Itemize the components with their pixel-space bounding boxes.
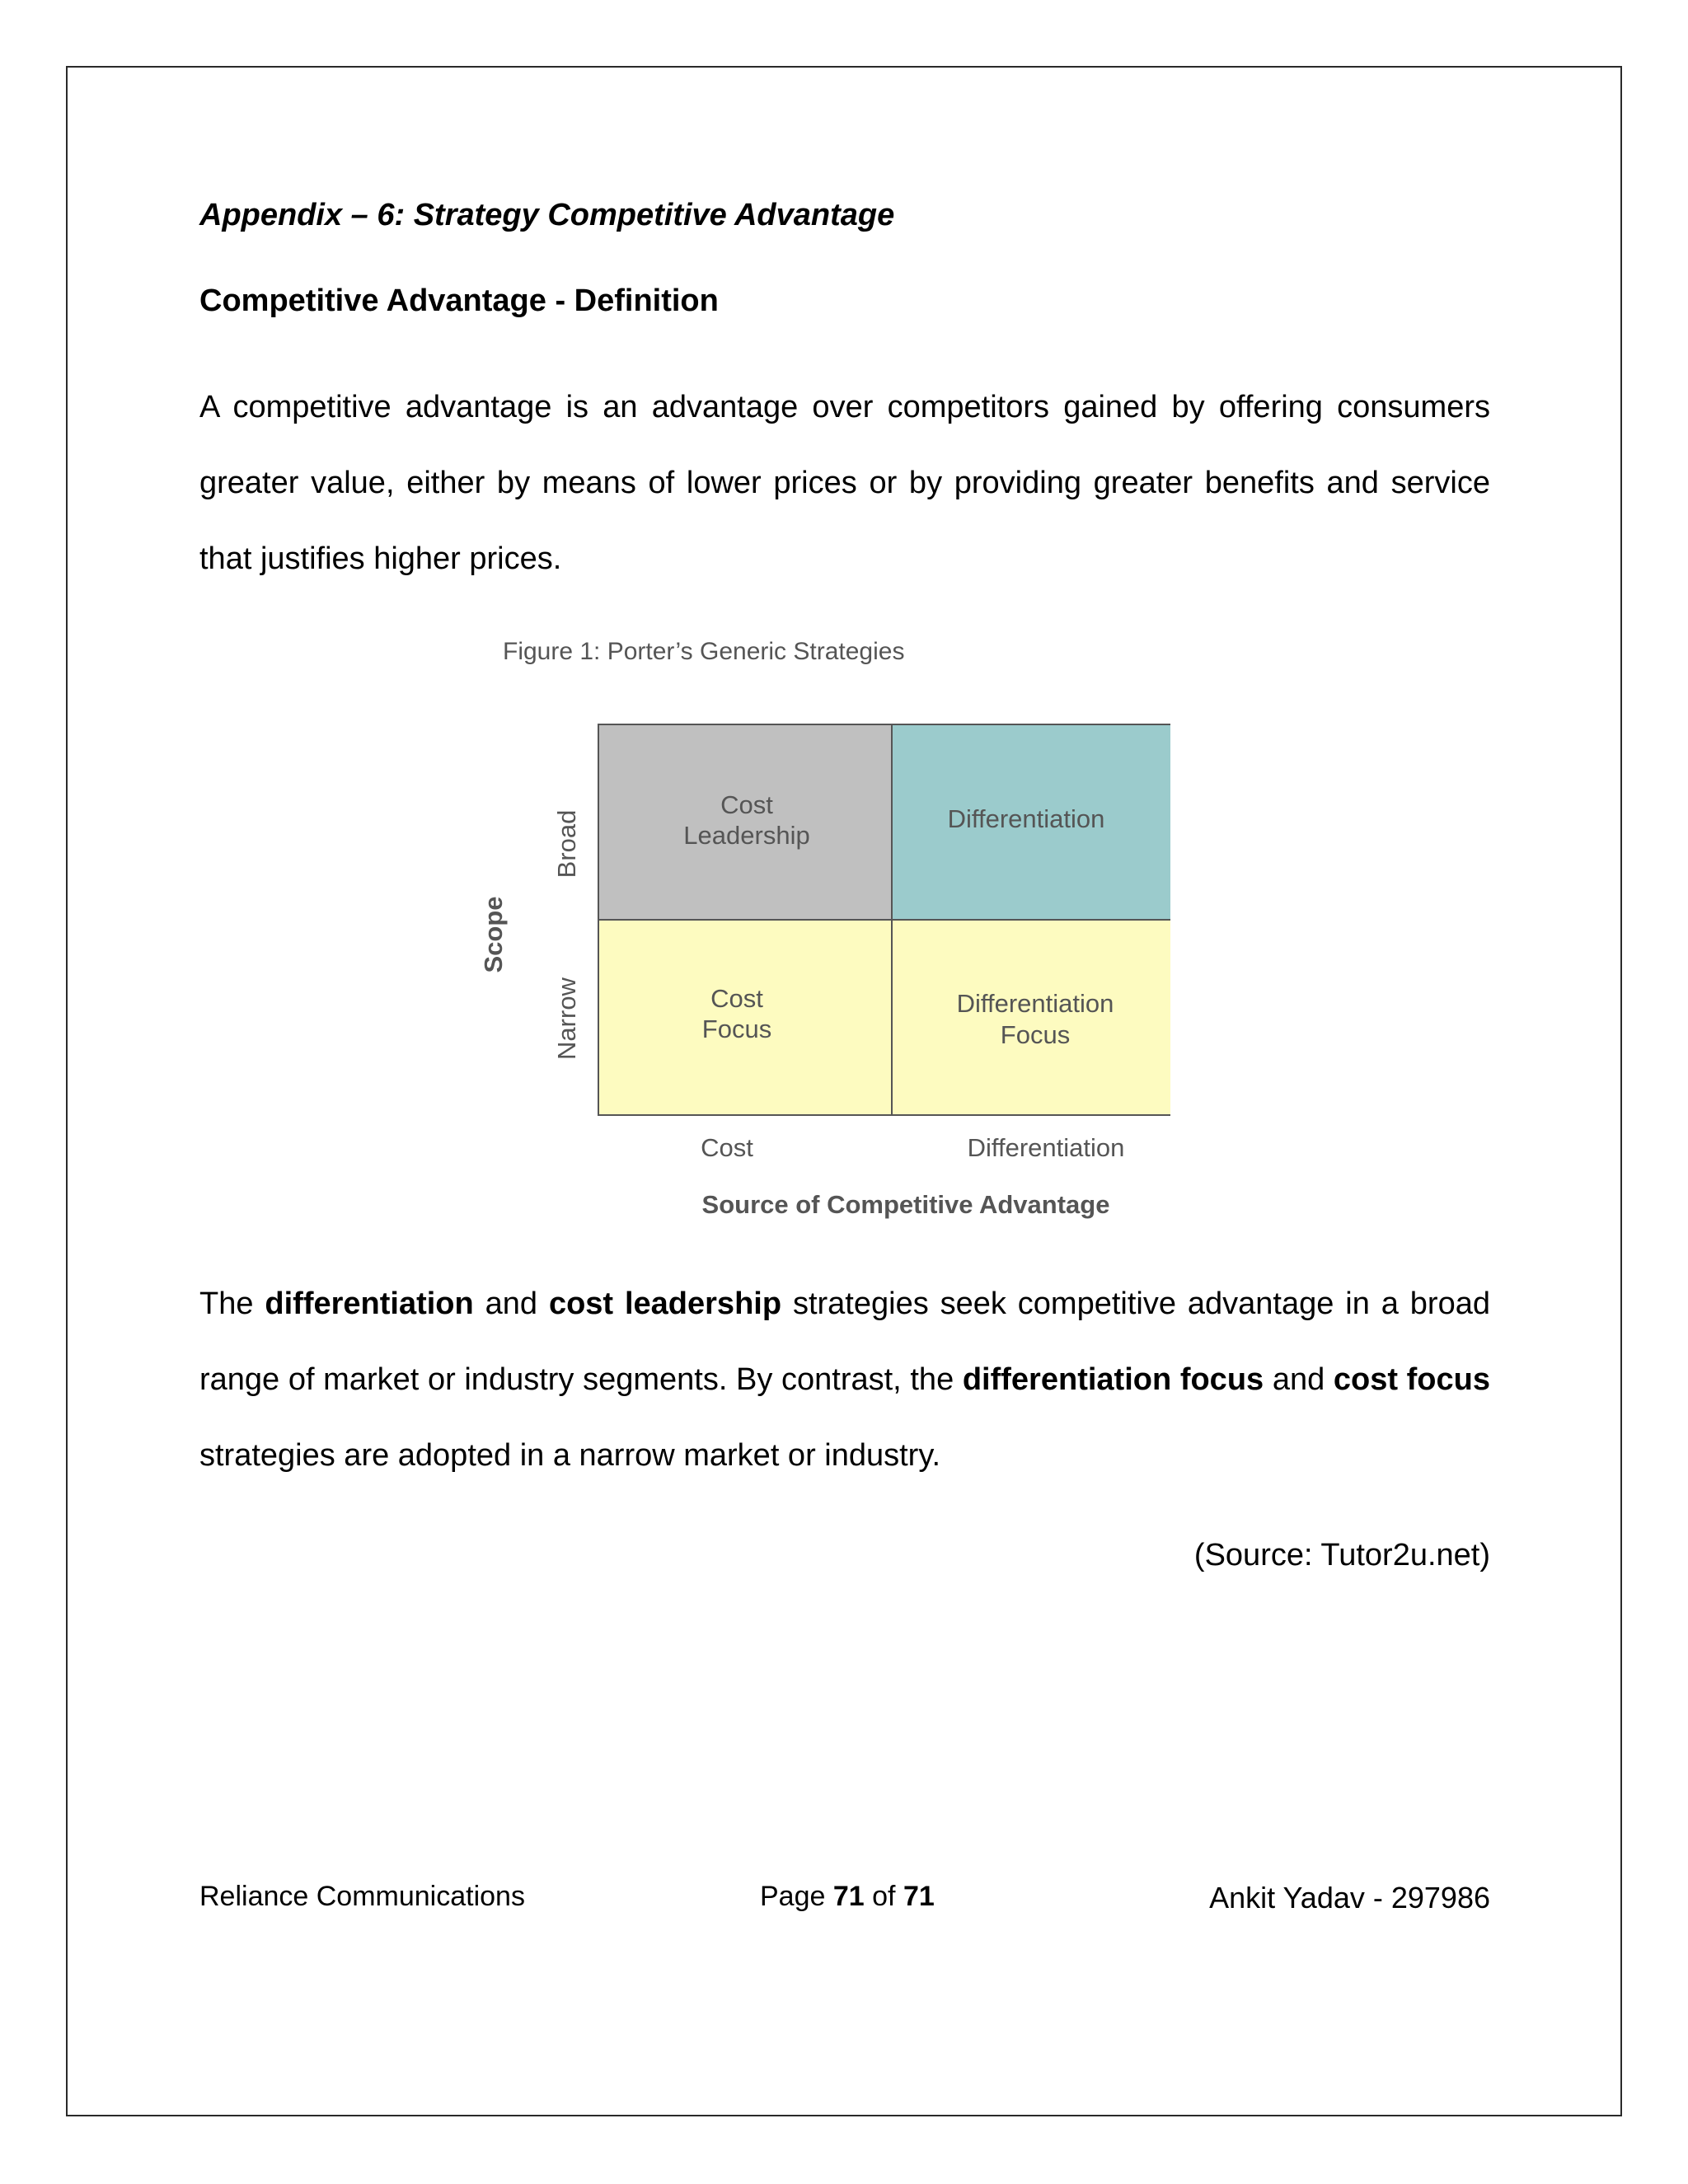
footer-page-number bbox=[760, 1881, 935, 1913]
cell-cost-focus-line1: Cost bbox=[710, 984, 763, 1013]
para2-bold-cost-leadership: cost leadership bbox=[548, 1286, 782, 1321]
footer-company: Reliance Communications bbox=[199, 1881, 525, 1912]
section-heading: Competitive Advantage - Definition bbox=[199, 284, 719, 318]
cell-cost-leadership-line2: Leadership bbox=[683, 821, 810, 850]
cell-cost-leadership-line1: Cost bbox=[720, 790, 773, 819]
para2-text-4: and bbox=[1264, 1362, 1334, 1397]
footer-page-of: of bbox=[864, 1881, 903, 1912]
appendix-title: Appendix – 6: Strategy Competitive Advantage bbox=[199, 198, 895, 232]
para2-text-2: and bbox=[473, 1286, 549, 1321]
para2-text-3: strategies seek competitive advantage in a broad range of market or industry segments. By contrast, the bbox=[199, 1286, 1490, 1397]
source-axis-label: Source of Competitive Advantage bbox=[701, 1190, 1110, 1219]
row-label-broad: Broad bbox=[552, 809, 581, 879]
para2-text-5: strategies are adopted in a narrow market or industry. bbox=[199, 1438, 941, 1473]
col-label-differentiation: Differentiation bbox=[967, 1133, 1125, 1162]
cell-cost-focus-line2: Focus bbox=[701, 1015, 772, 1043]
porter-generic-strategies-figure bbox=[462, 626, 1170, 1253]
figure-svg bbox=[462, 626, 1170, 1253]
strategies-paragraph bbox=[199, 1266, 1490, 1493]
scope-axis-label: Scope bbox=[479, 896, 508, 973]
cell-differentiation-label: Differentiation bbox=[947, 804, 1105, 833]
footer-author: Ankit Yadav - 297986 bbox=[1209, 1881, 1490, 1915]
col-label-cost: Cost bbox=[701, 1133, 753, 1162]
para2-text-1: The bbox=[199, 1286, 265, 1321]
source-note: (Source: Tutor2u.net) bbox=[1193, 1538, 1490, 1572]
cell-differentiation-focus-line1: Differentiation bbox=[956, 989, 1114, 1018]
para2-bold-differentiation-focus: differentiation focus bbox=[962, 1362, 1264, 1397]
cell-differentiation-focus-line2: Focus bbox=[1000, 1020, 1071, 1049]
footer-page-current: 71 bbox=[832, 1881, 865, 1912]
para2-bold-cost-focus: cost focus bbox=[1333, 1362, 1490, 1397]
definition-paragraph: A competitive advantage is an advantage over competitors gained by offering consumers greater value, either by means of lower prices or by providing greater benefits and service that justifies higher prices. bbox=[199, 390, 1490, 576]
row-label-narrow: Narrow bbox=[552, 977, 581, 1060]
para2-bold-differentiation: differentiation bbox=[265, 1286, 474, 1321]
footer-page-prefix: Page bbox=[760, 1881, 833, 1912]
figure-caption: Figure 1: Porter’s Generic Strategies bbox=[503, 638, 905, 665]
footer-page-total: 71 bbox=[903, 1881, 935, 1912]
